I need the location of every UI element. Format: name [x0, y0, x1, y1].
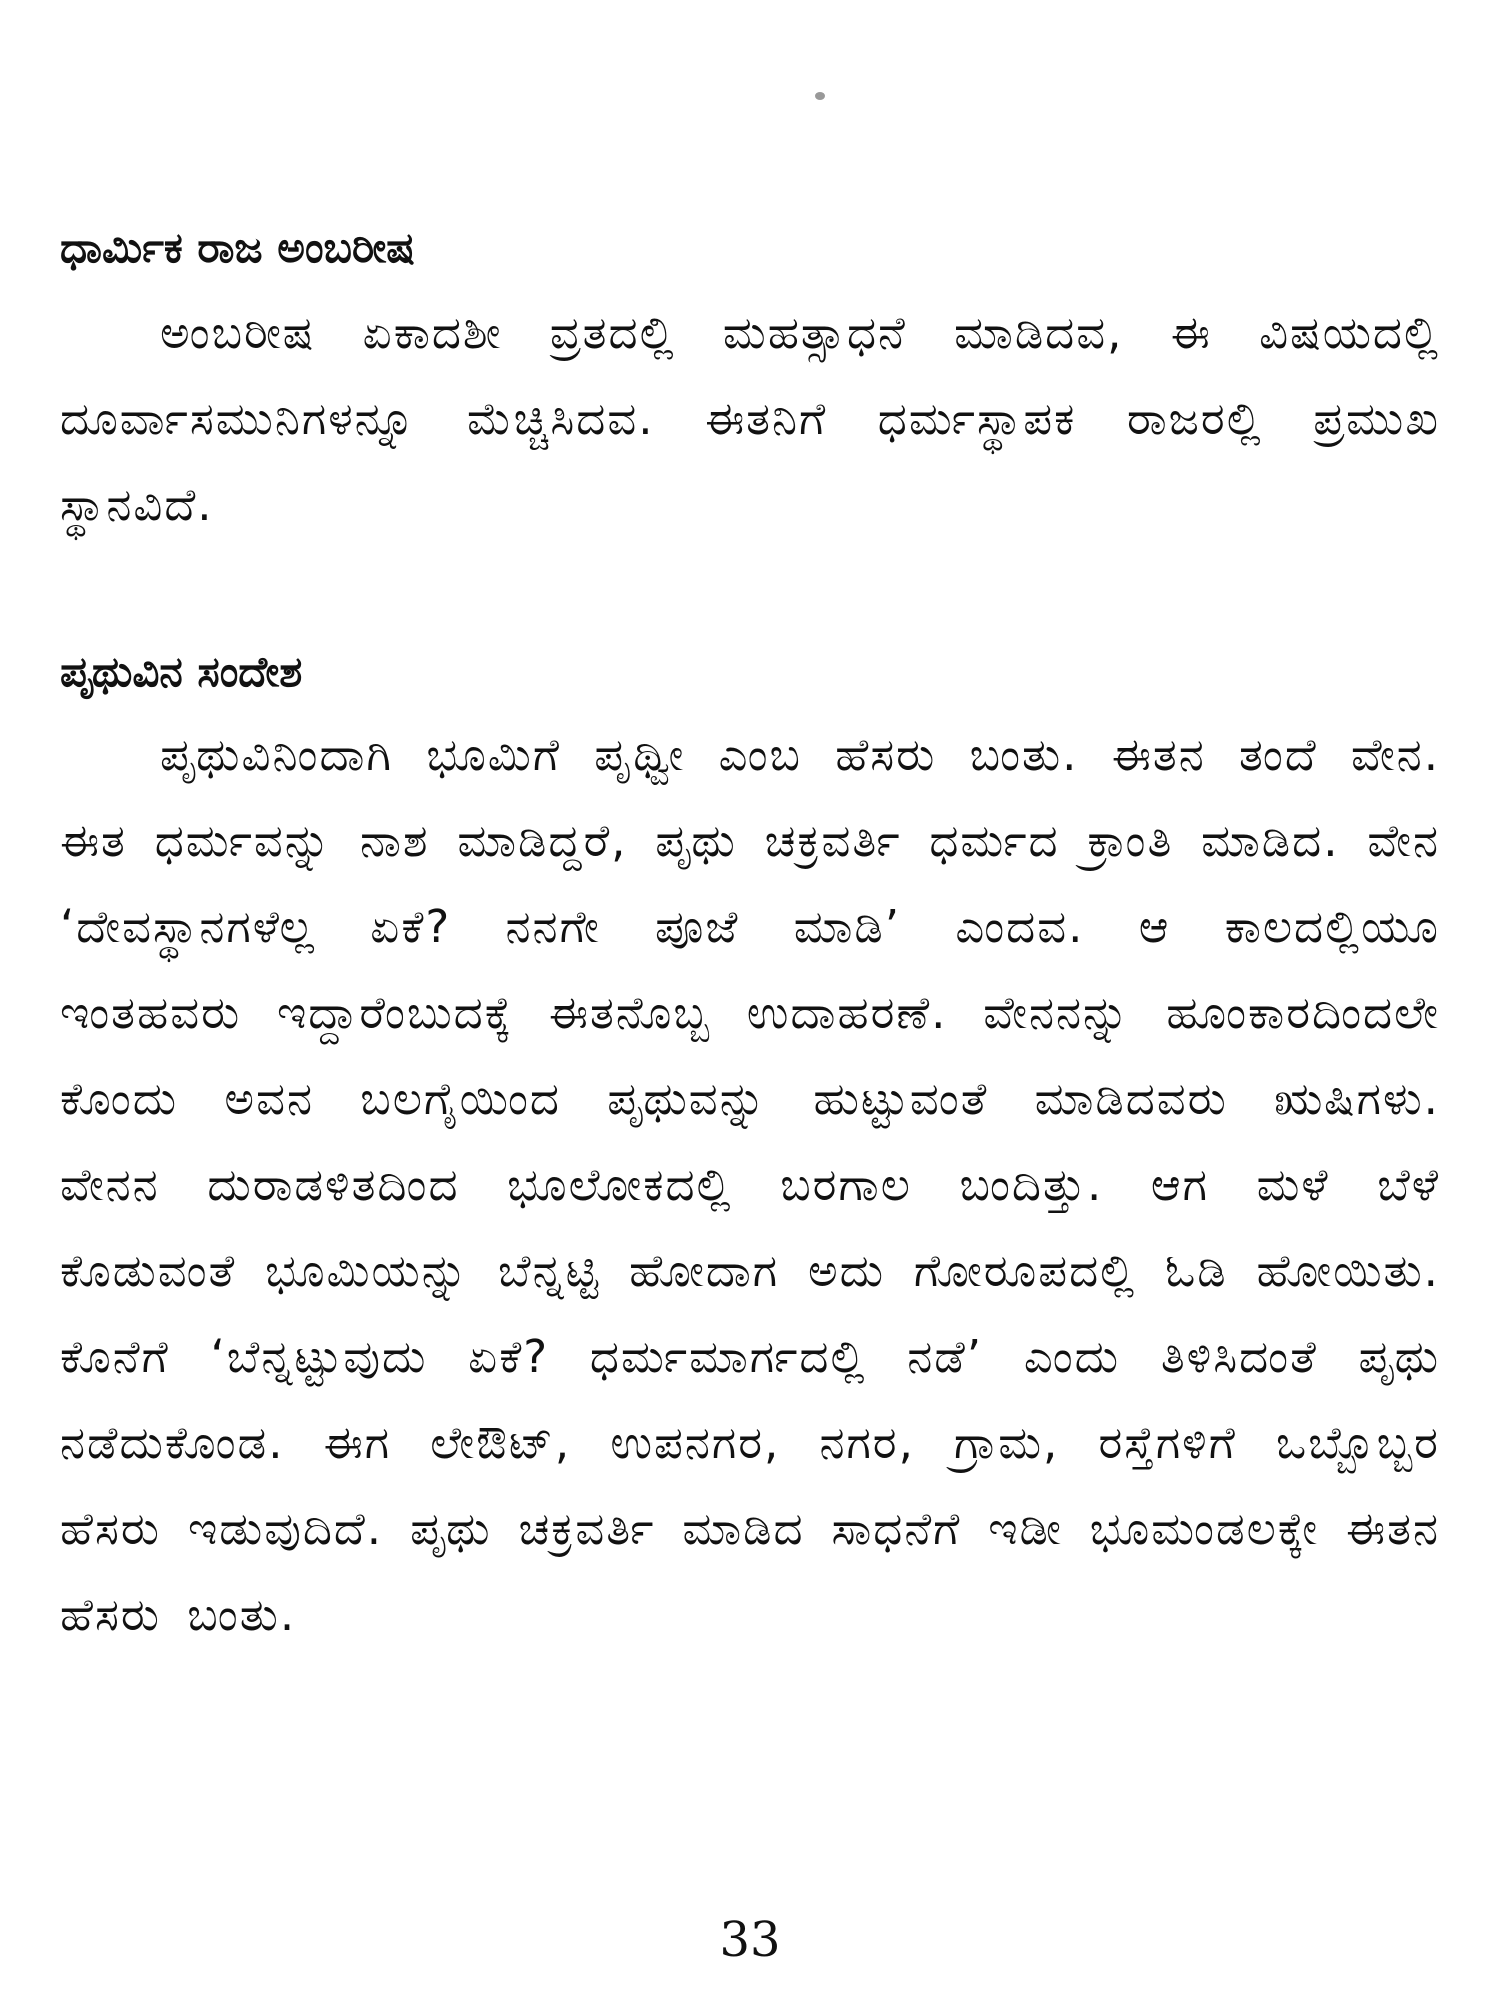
- section-heading-ambarisha: ಧಾರ್ಮಿಕ ರಾಜ ಅಂಬರೀಷ: [60, 223, 415, 272]
- page-number: 33: [719, 1912, 781, 1968]
- scan-speck: [815, 92, 825, 100]
- paragraph: ಅಂಬರೀಷ ಏಕಾದಶೀ ವ್ರತದಲ್ಲಿ ಮಹತ್ಸಾಧನೆ ಮಾಡಿದವ, ಈ ವಿಷಯದಲ್ಲಿ ದೂರ್ವಾಸಮುನಿಗಳನ್ನೂ ಮೆಚ್ಚಿಸಿದವ. ಈತನಿಗೆ ಧರ್ಮಸ್ಥಾಪಕ ರಾಜರಲ್ಲಿ ಪ್ರಮುಖ ಸ್ಥಾನವಿದೆ.: [60, 306, 1440, 531]
- paragraph: ಪೃಥುವಿನಿಂದಾಗಿ ಭೂಮಿಗೆ ಪೃಥ್ವೀ ಎಂಬ ಹೆಸರು ಬಂತು. ಈತನ ತಂದೆ ವೇನ. ಈತ ಧರ್ಮವನ್ನು ನಾಶ ಮಾಡಿದ್ದರೆ, ಪೃಥು ಚಕ್ರವರ್ತಿ ಧರ್ಮದ ಕ್ರಾಂತಿ ಮಾಡಿದ. ವೇನ ‘ದೇವಸ್ಥಾನಗಳೆಲ್ಲ ಏಕೆ? ನನಗೇ ಪೂಜೆ ಮಾಡಿ’ ಎಂದವ. ಆ ಕಾಲದಲ್ಲಿಯೂ ಇಂತಹವರು ಇದ್ದಾರೆಂಬುದಕ್ಕೆ ಈತನೊಬ್ಬ ಉದಾಹರಣೆ. ವೇನನನ್ನು ಹೂಂಕಾರದಿಂದಲೇ ಕೊಂದು ಅವನ ಬಲಗೈಯಿಂದ ಪೃಥುವನ್ನು ಹುಟ್ಟುವಂತೆ ಮಾಡಿದವರು ಋಷಿಗಳು. ವೇನನ ದುರಾಡಳಿತದಿಂದ ಭೂಲೋಕದಲ್ಲಿ ಬರಗಾಲ ಬಂದಿತ್ತು. ಆಗ ಮಳೆ ಬೆಳೆ ಕೊಡುವಂತೆ ಭೂಮಿಯನ್ನು ಬೆನ್ನಟ್ಟಿ ಹೋದಾಗ ಅದು ಗೋರೂಪದಲ್ಲಿ ಓಡಿ ಹೋಯಿತು. ಕೊನೆಗೆ ‘ಬೆನ್ನಟ್ಟುವುದು ಏಕೆ? ಧರ್ಮಮಾರ್ಗದಲ್ಲಿ ನಡೆ’ ಎಂದು ತಿಳಿಸಿದಂತೆ ಪೃಥು ನಡೆದುಕೊಂಡ. ಈಗ ಲೇಔಟ್, ಉಪನಗರ, ನಗರ, ಗ್ರಾಮ, ರಸ್ತೆಗಳಿಗೆ ಒಬ್ಬೊಬ್ಬರ ಹೆಸರು ಇಡುವುದಿದೆ. ಪೃಥು ಚಕ್ರವರ್ತಿ ಮಾಡಿದ ಸಾಧನೆಗೆ ಇಡೀ ಭೂಮಂಡಲಕ್ಕೇ ಈತನ ಹೆಸರು ಬಂತು.: [60, 728, 1440, 1641]
- section-heading-prithu: ಪೃಥುವಿನ ಸಂದೇಶ: [60, 647, 303, 696]
- section-body-prithu: [60, 712, 1440, 1658]
- section-body-ambarisha: [60, 290, 1440, 548]
